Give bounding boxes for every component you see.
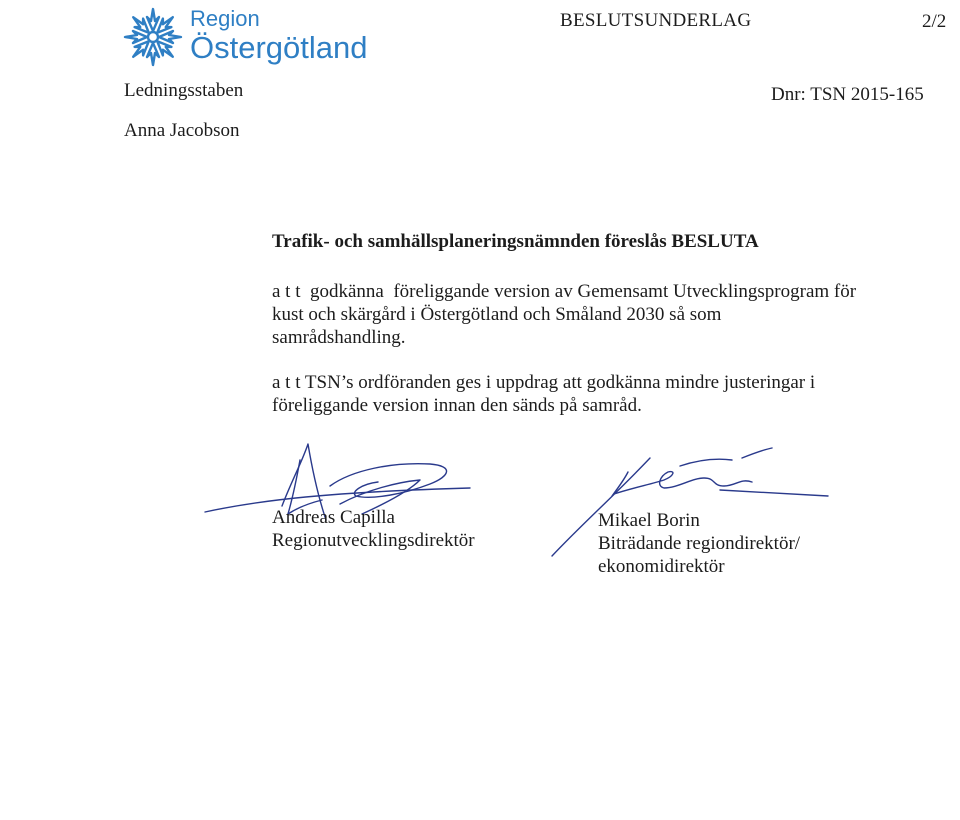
page-number: 2/2 [922, 11, 947, 32]
signatory-1-title: Regionutvecklingsdirektör [272, 530, 475, 551]
signatory-1-name: Andreas Capilla [272, 507, 395, 528]
registration-number: Dnr: TSN 2015-165 [771, 84, 924, 105]
cornflower-icon [120, 4, 186, 70]
signatory-2-title-line-2: ekonomidirektör [598, 556, 725, 577]
decision-heading: Trafik- och samhällsplaneringsnämnden föreslås BESLUTA [272, 231, 759, 252]
signatory-2-title-line-1: Biträdande regiondirektör/ [598, 533, 801, 554]
decision-paragraph-1 [272, 280, 952, 349]
logo-text-region: Region [190, 6, 260, 31]
logo-text-name: Östergötland [190, 30, 368, 65]
department: Ledningsstaben [124, 80, 244, 101]
paragraph-line: samrådshandling. [272, 327, 406, 348]
paragraph-line: a t t godkänna föreliggande version av Gemensamt Utvecklingsprogram för [272, 281, 857, 302]
paragraph-line: kust och skärgård i Östergötland och Småland 2030 så som [272, 304, 722, 325]
author-name: Anna Jacobson [124, 120, 240, 141]
paragraph-line: a t t TSN’s ordföranden ges i uppdrag att godkänna mindre justeringar i [272, 372, 816, 393]
paragraph-line: föreliggande version innan den sänds på samråd. [272, 395, 642, 416]
document-type: BESLUTSUNDERLAG [560, 10, 752, 31]
signatory-2-name: Mikael Borin [598, 510, 700, 531]
decision-paragraph-2 [272, 371, 952, 417]
handwritten-signatures [0, 430, 960, 580]
